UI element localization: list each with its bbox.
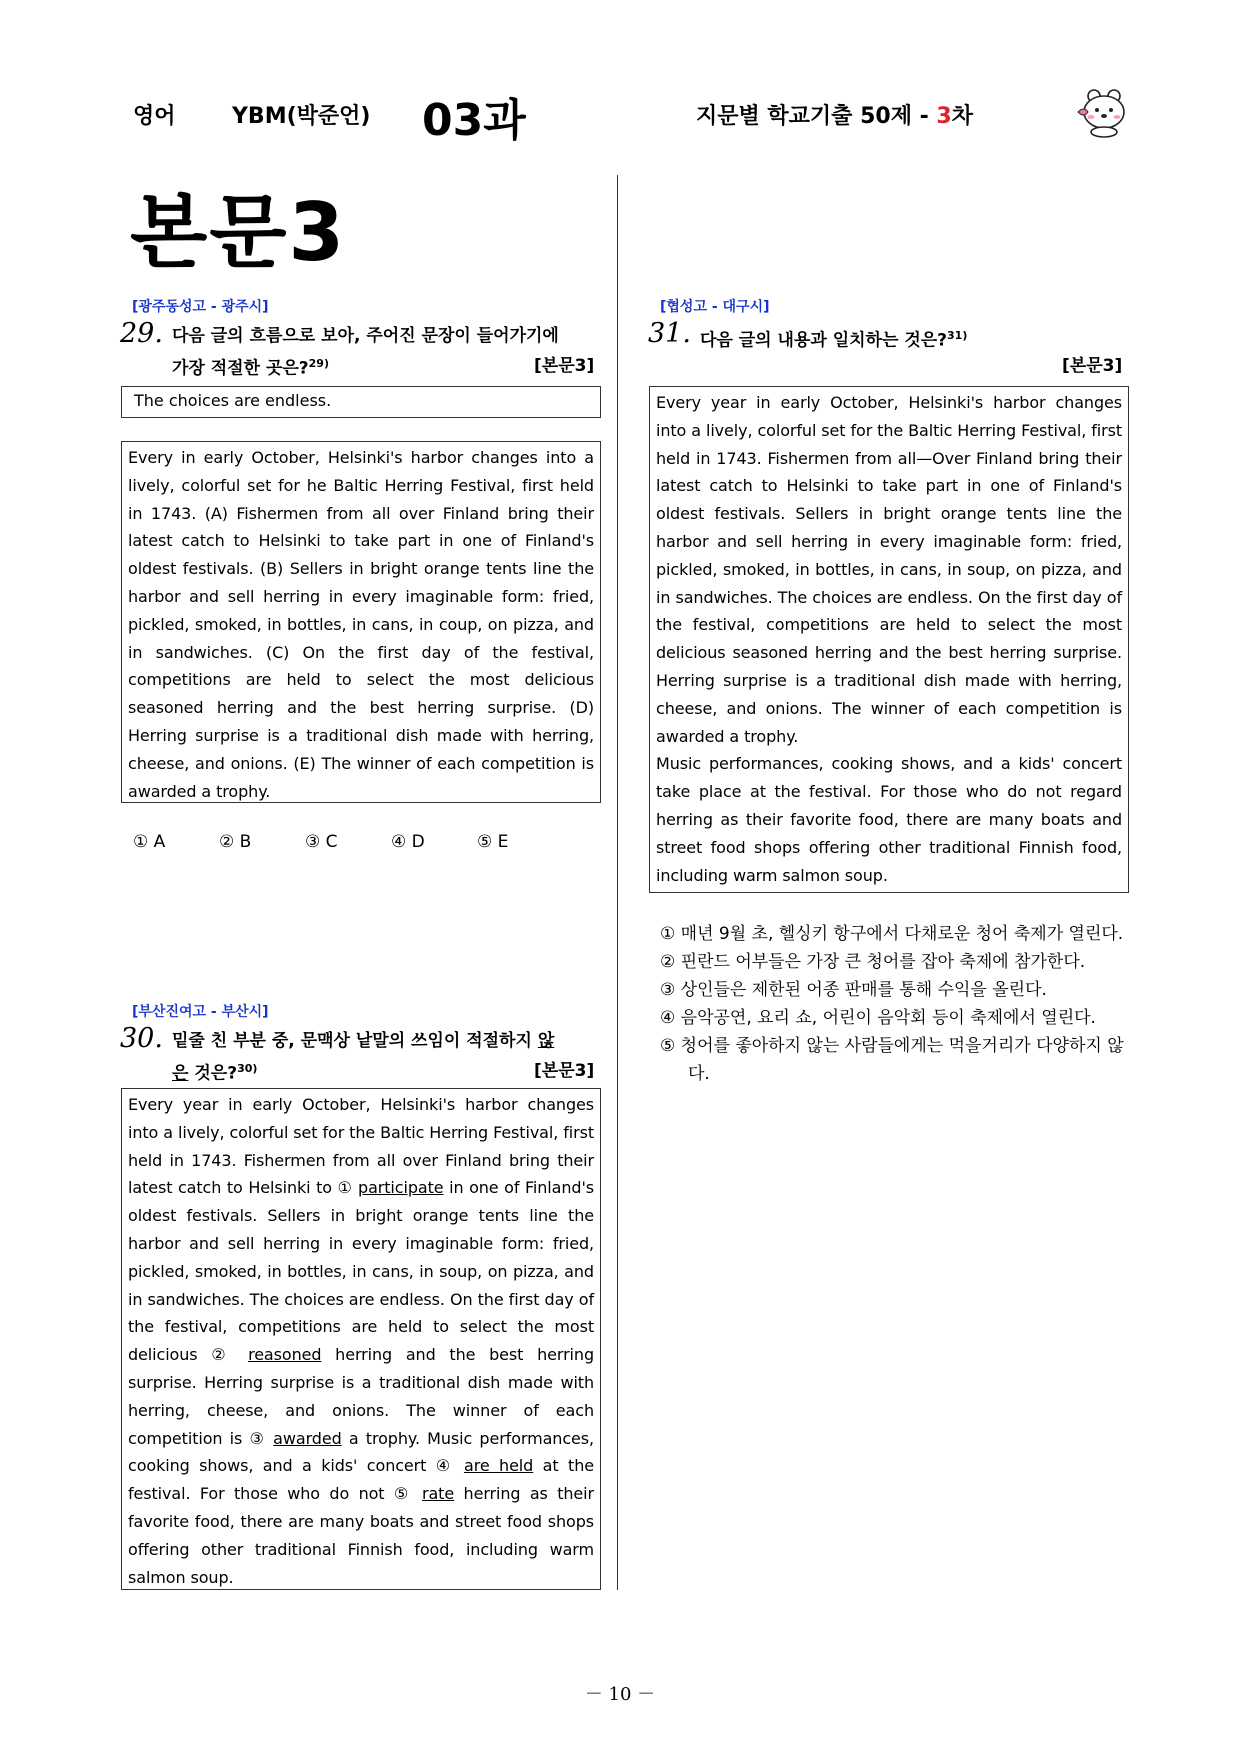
- q30-question-line1: 밑줄 친 부분 중, 문맥상 낱말의 쓰임이 적절하지 않: [172, 1031, 555, 1051]
- q29-passage-tag: [본문3]: [534, 356, 595, 376]
- q31-passage-tag: [본문3]: [1062, 356, 1123, 376]
- section-title: 본문3: [130, 186, 347, 279]
- q30-source: [부산진여고 - 부산시]: [132, 1004, 269, 1020]
- q31-choice-5[interactable]: ⑤ 청어를 좋아하지 않는 사람들에게는 먹을거리가 다양하지 않다.: [660, 1036, 1124, 1084]
- q31-choice-3[interactable]: ③ 상인들은 제한된 어종 판매를 통해 수익을 올린다.: [660, 980, 1047, 1000]
- q30-underlined-1: participate: [358, 1178, 444, 1198]
- q31-passage: [649, 386, 1129, 893]
- page-number: － 10 －: [584, 1684, 656, 1705]
- q29-option-2[interactable]: ② B: [219, 832, 252, 852]
- q29-option-4[interactable]: ④ D: [391, 832, 425, 852]
- q30-number: 30.: [120, 1023, 163, 1054]
- q29-number: 29.: [120, 318, 163, 349]
- bear-mascot-icon: [1074, 86, 1130, 138]
- q29-question-line2: 가장 적절한 곳은?$^{29)}$: [172, 357, 329, 379]
- q31-passage-para2: Music performances, cooking shows, and a kids' concert take place at the festival. For those who do not regard herring as their favorite food, there are many boats and street food shops offering other traditional Finnish food, including warm salmon soup.: [656, 754, 1122, 885]
- q31-choice-1[interactable]: ① 매년 9월 초, 헬싱키 항구에서 다채로운 청어 축제가 열린다.: [660, 924, 1124, 944]
- q30-underlined-5: rate: [422, 1484, 455, 1504]
- q30-underlined-4: are held: [463, 1456, 534, 1476]
- q31-choice-2[interactable]: ② 핀란드 어부들은 가장 큰 청어를 잡아 축제에 참가한다.: [660, 952, 1086, 972]
- q30-underlined-2: reasoned: [248, 1345, 322, 1365]
- subject-label: 영어: [133, 104, 176, 129]
- q29-source: [광주동성고 - 광주시]: [132, 299, 269, 315]
- q29-option-3[interactable]: ③ C: [305, 832, 338, 852]
- q30-question-line2: 은 것은?$^{30)}$: [172, 1062, 258, 1084]
- q31-number: 31.: [648, 318, 691, 349]
- column-divider: [617, 175, 618, 1590]
- q31-choices: [660, 920, 1124, 1088]
- q31-source: [협성고 - 대구시]: [660, 299, 770, 315]
- publisher-label: YBM(박준언): [232, 104, 371, 129]
- q31-choice-4[interactable]: ④ 음악공연, 요리 쇼, 어린이 음악회 등이 축제에서 열린다.: [660, 1008, 1096, 1028]
- q29-given-sentence: The choices are endless.: [121, 386, 601, 418]
- q30-underlined-3: awarded: [273, 1428, 342, 1448]
- q30-passage: Every year in early October, Helsinki's harbor changes into a lively, colorful set for the Baltic Herring Festival, first held in 1743. Fishermen from all over Finland bring their latest catch to Helsinki to ① participate in one of Finland's oldest festivals. Sellers in bright orange tents line the harbor and sell herring in every imaginable form: fried, pickled, smoked, in bottles, in cans, in soup, on pizza, and in sandwiches. The choices are endless. On the first day of the festival, competitions are held to select the most delicious ② reasoned herring and the best herring surprise. Herring surprise is a traditional dish made with herring, cheese, and onions. The winner of each competition is ③ awarded a trophy. Music performances, cooking shows, and a kids' concert ④ are held at the festival. For those who do not ⑤ rate herring as their favorite food, there are many boats and street food shops offering other traditional Finnish food, including warm salmon soup.: [121, 1088, 601, 1590]
- q31-question: 다음 글의 내용과 일치하는 것은?$^{31)}$: [700, 329, 968, 351]
- q30-passage-tag: [본문3]: [534, 1061, 595, 1081]
- q29-options: [133, 832, 563, 852]
- q29-passage: Every in early October, Helsinki's harbor changes into a lively, colorful set for he Baltic Herring Festival, first held in 1743. (A) Fishermen from all over Finland bring their latest catch to Helsinki to take part in one of Finland's oldest festivals. (B) Sellers in bright orange tents line the harbor and sell herring in every imaginable form: fried, pickled, smoked, in bottles, in cans, in coup, on pizza, and in sandwiches. (C) On the first day of the festival, competitions are held to select the most delicious seasoned herring and the best herring surprise. (D) Herring surprise is a traditional dish made with herring, cheese, and onions. (E) The winner of each competition is awarded a trophy.: [121, 441, 601, 803]
- q29-option-1[interactable]: ① A: [133, 832, 166, 852]
- q31-passage-para1: Every year in early October, Helsinki's harbor changes into a lively, colorful set for the Baltic Herring Festival, first held in 1743. Fishermen from all—Over Finland bring their latest catch to Helsinki to take part in one of Finland's oldest festivals. Sellers in bright orange tents line the harbor and sell herring in every imaginable form: fried, pickled, smoked, in bottles, in cans, in soup, on pizza, and in sandwiches. The choices are endless. On the first day of the festival, competitions are held to select the most delicious seasoned herring and the best herring surprise. Herring surprise is a traditional dish made with herring, cheese, and onions. The winner of each competition is awarded a trophy.: [656, 393, 1122, 746]
- chapter-label: 03과: [422, 95, 526, 146]
- q29-question-line1: 다음 글의 흐름으로 보아, 주어진 문장이 들어가기에: [172, 326, 559, 346]
- series-label: 지문별 학교기출 50제 - 3차: [696, 104, 973, 129]
- q29-option-5[interactable]: ⑤ E: [477, 832, 509, 852]
